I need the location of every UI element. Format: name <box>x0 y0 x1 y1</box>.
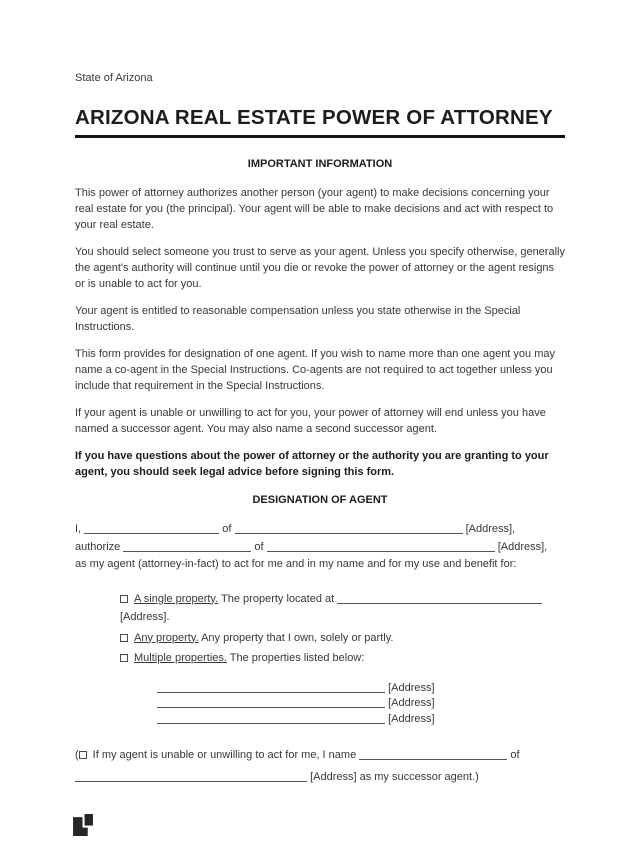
property-address-row <box>157 681 565 697</box>
agent-of: of <box>254 540 264 553</box>
option-any-property <box>120 629 565 648</box>
agent-address-blank[interactable] <box>267 540 495 552</box>
multiple-properties-checkbox-icon[interactable] <box>120 654 128 662</box>
designation-of-agent-heading: DESIGNATION OF AGENT <box>252 494 388 506</box>
principal-of: of <box>222 523 232 535</box>
single-property-text: The property located at <box>221 592 335 605</box>
authorize-word: authorize <box>75 540 121 553</box>
paragraph-select-agent: You should select someone you trust to serve as your agent. Unless you specify otherwise, generally the agent's authority will continue until you die or revoke the power of attorney or the agent resigns or is unable to act for you. <box>75 246 565 290</box>
successor-name-blank[interactable] <box>359 748 507 760</box>
agent-name-blank[interactable] <box>123 540 251 552</box>
important-information-heading: IMPORTANT INFORMATION <box>247 158 393 170</box>
paragraph-one-agent: This form provides for designation of one agent. If you wish to name more than one agent you may name a co-agent in the Special Instructions. Co-agents are not required to act together unless you include that requirement in the Special Instructions. <box>75 348 555 392</box>
principal-line <box>75 521 565 539</box>
state-label: State of Arizona <box>75 72 153 84</box>
agent-clause-line: as my agent (attorney-in-fact) to act for me and in my name and for my use and benefit for: <box>75 558 517 570</box>
property-address-label-2: [Address] <box>388 697 435 709</box>
any-property-label: Any property. <box>134 631 199 644</box>
successor-address-blank[interactable] <box>75 770 307 782</box>
single-property-label: A single property. <box>134 592 219 605</box>
property-address-list <box>157 681 565 728</box>
successor-of: of <box>510 749 520 761</box>
any-property-checkbox-icon[interactable] <box>120 634 128 642</box>
legal-templates-logo-icon <box>73 814 93 836</box>
paragraph-authorizes: This power of attorney authorizes another person (your agent) to make decisions concerning your real estate for you (the principal). Your agent will be able to make decisions and act with respect to your real estate. <box>75 187 554 231</box>
legal-advice-notice: If you have questions about the power of attorney or the authority you are granting to your agent, you should seek legal advice before signing this form. <box>75 450 549 478</box>
principal-name-blank[interactable] <box>84 522 219 534</box>
single-property-checkbox-icon[interactable] <box>120 595 128 603</box>
agent-line <box>75 539 565 557</box>
document-title: ARIZONA REAL ESTATE POWER OF ATTORNEY <box>75 106 565 138</box>
property-address-blank-1[interactable] <box>157 681 385 693</box>
successor-open-paren: ( <box>75 749 79 761</box>
any-property-text: Any property that I own, solely or partly. <box>201 631 394 644</box>
single-property-address-label: [Address]. <box>120 611 170 623</box>
principal-address-blank[interactable] <box>235 522 463 534</box>
multiple-properties-label: Multiple properties. <box>134 652 227 664</box>
principal-prefix: I, <box>75 523 82 535</box>
property-address-row <box>157 712 565 728</box>
option-single-property <box>120 590 565 627</box>
property-options <box>120 590 565 668</box>
successor-agent-clause <box>75 745 565 788</box>
property-address-blank-2[interactable] <box>157 696 385 708</box>
single-property-address-blank[interactable] <box>337 592 542 604</box>
principal-address-label: [Address], <box>465 523 516 535</box>
property-address-row <box>157 696 565 712</box>
multiple-properties-text: The properties listed below: <box>229 652 365 664</box>
paragraph-compensation: Your agent is entitled to reasonable compensation unless you state otherwise in the Special Instructions. <box>75 305 521 333</box>
property-address-label-1: [Address] <box>388 681 435 694</box>
successor-checkbox-icon[interactable] <box>79 751 87 759</box>
paragraph-successor-info: If your agent is unable or unwilling to act for you, your power of attorney will end unless you have named a successor agent. You may also name a second successor agent. <box>75 407 546 435</box>
successor-text: If my agent is unable or unwilling to act for me, I name <box>92 749 357 761</box>
property-address-label-3: [Address] <box>388 712 435 725</box>
agent-address-label: [Address], <box>497 540 548 553</box>
successor-address-text: [Address] as my successor agent.) <box>310 770 479 783</box>
option-multiple-properties <box>120 649 565 668</box>
property-address-blank-3[interactable] <box>157 712 385 724</box>
